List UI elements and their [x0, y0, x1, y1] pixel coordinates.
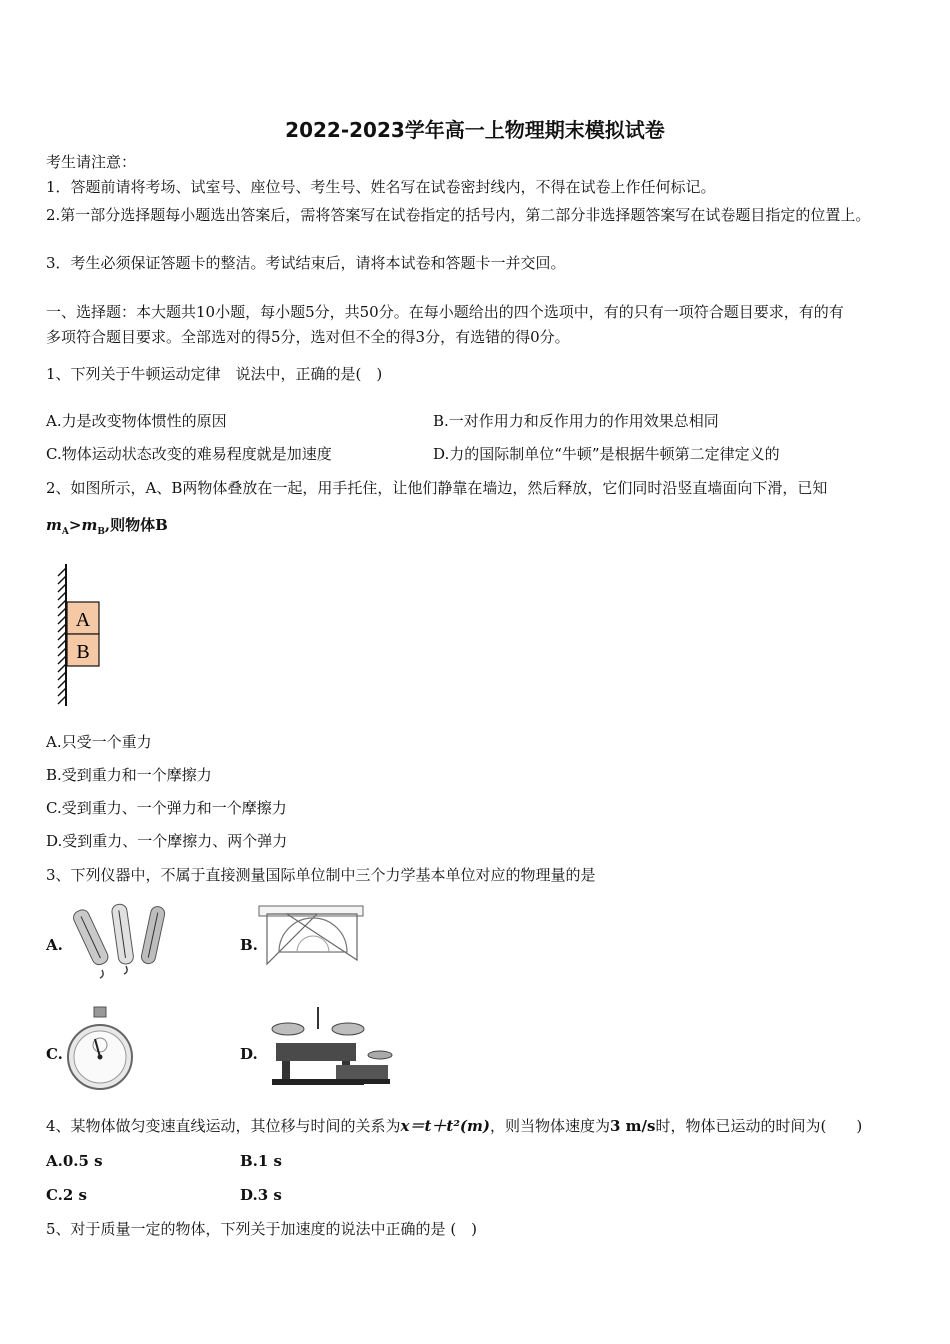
notice-item: 1．答题前请将考场、试室号、座位号、考生号、姓名写在试卷密封线内，不得在试卷上作任何标记。	[46, 178, 716, 196]
question-stem: 4、某物体做匀变速直线运动，其位移与时间的关系为x＝t＋t²(m)，则当物体速度为3 m/s时，物体已运动的时间为( )	[46, 1117, 863, 1135]
question-stem: 2、如图所示，A、B两物体叠放在一起，用手托住，让他们静靠在墙边，然后释放，它们同时沿竖直墙面向下滑，已知	[46, 479, 828, 497]
stopwatch-image	[65, 1005, 135, 1097]
option-d[interactable]: D.力的国际制单位“牛顿”是根据牛顿第二定律定义的	[433, 445, 780, 463]
option-b[interactable]: B.	[240, 936, 258, 954]
question-stem: 5、对于质量一定的物体，下列关于加速度的说法中正确的是 ( )	[46, 1220, 478, 1238]
wall-blocks-figure	[50, 560, 110, 710]
block-b-label: B	[76, 641, 90, 663]
section-instructions: 一、选择题：本大题共10小题，每小题5分，共50分。在每小题给出的四个选项中，有的只有一项符合题目要求，有的有	[46, 303, 844, 321]
page-title: 2022-2023学年高一上物理期末模拟试卷	[285, 118, 665, 142]
option-a[interactable]: A.力是改变物体惯性的原因	[46, 412, 227, 430]
mass-relation: $m_A>m_B$,则物体B	[46, 516, 168, 537]
option-d[interactable]: D.3 s	[240, 1186, 282, 1204]
option-c[interactable]: C.	[46, 1045, 63, 1063]
option-a[interactable]: A.	[46, 936, 63, 954]
question-stem: 1、下列关于牛顿运动定律 说法中，正确的是( )	[46, 365, 383, 383]
block-a-label: A	[75, 609, 91, 631]
question-stem: 3、下列仪器中，不属于直接测量国际单位制中三个力学基本单位对应的物理量的是	[46, 866, 596, 884]
notice-heading: 考生请注意：	[46, 153, 137, 171]
section-instructions: 多项符合题目要求。全部选对的得5分，选对但不全的得3分，有选错的得0分。	[46, 328, 570, 346]
option-a[interactable]: A.只受一个重力	[46, 733, 152, 751]
option-b[interactable]: B.一对作用力和反作用力的作用效果总相同	[433, 412, 719, 430]
notice-item: 2.第一部分选择题每小题选出答案后，需将答案写在试卷指定的括号内，第二部分非选择题答案写在试卷题目指定的位置上。	[46, 206, 871, 224]
wall-hatching	[58, 568, 66, 704]
formula: x＝t＋t²(m)	[400, 1117, 490, 1135]
notice-item: 3．考生必须保证答题卡的整洁。考试结束后，请将本试卷和答题卡一并交回。	[46, 254, 566, 272]
option-a[interactable]: A.0.5 s	[46, 1152, 103, 1170]
option-c[interactable]: C.物体运动状态改变的难易程度就是加速度	[46, 445, 332, 463]
option-b[interactable]: B.1 s	[240, 1152, 283, 1170]
option-d[interactable]: D.受到重力、一个摩擦力、两个弹力	[46, 832, 288, 850]
balance-scales-image	[268, 1003, 393, 1091]
option-b[interactable]: B.受到重力和一个摩擦力	[46, 766, 212, 784]
option-d[interactable]: D.	[240, 1045, 258, 1063]
spring-scales-image	[62, 900, 172, 980]
rulers-protractor-image	[257, 900, 367, 970]
option-c[interactable]: C.受到重力、一个弹力和一个摩擦力	[46, 799, 287, 817]
option-c[interactable]: C.2 s	[46, 1186, 88, 1204]
